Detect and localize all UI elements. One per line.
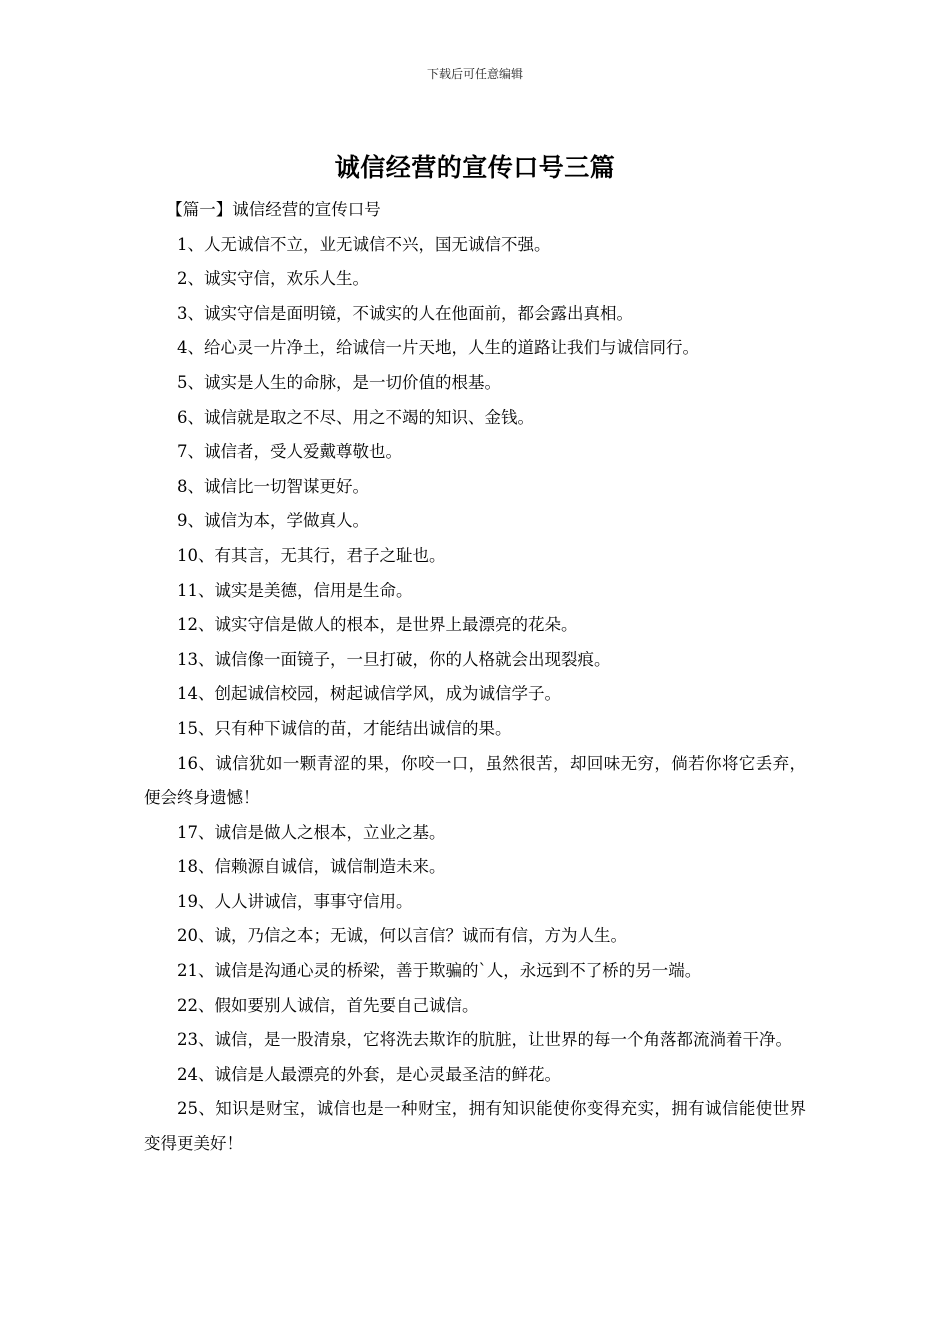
section-heading: 【篇一】诚信经营的宣传口号	[166, 200, 381, 219]
document-body	[144, 193, 806, 1162]
slogan-item-18: 18、信赖源自诚信，诚信制造未来。	[177, 857, 446, 877]
slogan-item-5: 5、诚实是人生的命脉，是一切价值的根基。	[177, 372, 501, 392]
slogan-item-13: 13、诚信像一面镜子，一旦打破，你的人格就会出现裂痕。	[177, 649, 611, 669]
slogan-item-6: 6、诚信就是取之不尽、用之不竭的知识、金钱。	[177, 407, 534, 427]
slogan-item-20: 20、诚，乃信之本；无诚，何以言信？诚而有信，方为人生。	[177, 926, 627, 946]
slogan-item-7: 7、诚信者，受人爱戴尊敬也。	[177, 442, 402, 462]
slogan-item-14: 14、创起诚信校园，树起诚信学风，成为诚信学子。	[177, 684, 561, 704]
slogan-item-4: 4、给心灵一片净土，给诚信一片天地，人生的道路让我们与诚信同行。	[177, 338, 699, 358]
slogan-item-15: 15、只有种下诚信的苗，才能结出诚信的果。	[177, 718, 512, 738]
slogan-item-25: 25、知识是财宝，诚信也是一种财宝，拥有知识能使你变得充实，拥有诚信能使世界变得更美好！	[144, 1099, 806, 1154]
slogan-item-1: 1、人无诚信不立，业无诚信不兴，国无诚信不强。	[177, 234, 551, 254]
slogan-item-16: 16、诚信犹如一颗青涩的果，你咬一口，虽然很苦，却回味无穷，倘若你将它丢弃，便会终身遗憾！	[144, 753, 806, 808]
slogan-item-22: 22、假如要别人诚信，首先要自己诚信。	[177, 995, 479, 1015]
slogan-item-23: 23、诚信，是一股清泉，它将洗去欺诈的肮脏，让世界的每一个角落都流淌着干净。	[177, 1030, 792, 1050]
slogan-item-9: 9、诚信为本，学做真人。	[177, 511, 369, 531]
slogan-item-19: 19、人人讲诚信，事事守信用。	[177, 891, 413, 911]
slogan-item-2: 2、诚实守信，欢乐人生。	[177, 269, 369, 289]
slogan-item-12: 12、诚实守信是做人的根本，是世界上最漂亮的花朵。	[177, 615, 578, 635]
slogan-item-24: 24、诚信是人最漂亮的外套，是心灵最圣洁的鲜花。	[177, 1064, 561, 1084]
slogan-item-21: 21、诚信是沟通心灵的桥梁，善于欺骗的`人，永远到不了桥的另一端。	[177, 961, 702, 981]
slogan-item-8: 8、诚信比一切智谋更好。	[177, 476, 369, 496]
page-header-note: 下载后可任意编辑	[426, 67, 523, 81]
slogan-item-17: 17、诚信是做人之根本，立业之基。	[177, 822, 446, 842]
document-title: 诚信经营的宣传口号三篇	[334, 153, 616, 182]
slogan-item-10: 10、有其言，无其行，君子之耻也。	[177, 545, 446, 565]
slogan-item-3: 3、诚实守信是面明镜，不诚实的人在他面前，都会露出真相。	[177, 303, 633, 323]
slogan-item-11: 11、诚实是美德，信用是生命。	[177, 580, 413, 600]
